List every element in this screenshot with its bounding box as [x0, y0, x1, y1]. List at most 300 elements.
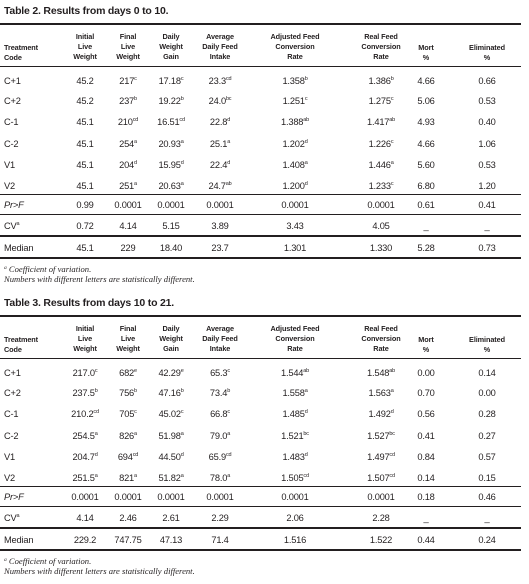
- cell-value: 23.3: [208, 76, 226, 86]
- cell-value: 2.06: [286, 513, 304, 523]
- cell-superscript: ab: [225, 181, 232, 187]
- cell-mort: [396, 492, 456, 502]
- cell-superscript: ab: [303, 368, 309, 374]
- cell-superscript: a: [16, 513, 20, 519]
- cell-superscript: e: [134, 368, 137, 374]
- cell-superscript: d: [304, 181, 308, 187]
- cell-value: 0.0001: [114, 200, 142, 210]
- cell-superscript: cd: [132, 452, 139, 458]
- cell-value: 4.66: [417, 76, 435, 86]
- cell-value: 71.4: [211, 535, 229, 545]
- cell-code: [4, 431, 18, 441]
- header-initial-live-weight: Initial Live Weight: [73, 32, 97, 61]
- cell-value: 682: [119, 368, 135, 378]
- cell-value: 0.14: [417, 473, 435, 483]
- cell-superscript: ab: [389, 368, 395, 374]
- cell-value: 204: [119, 160, 135, 170]
- cell-superscript: bc: [225, 96, 232, 102]
- cell-elim: [457, 513, 517, 523]
- cell-value: 0.57: [478, 452, 496, 462]
- cell-value: 0.53: [478, 96, 496, 106]
- cell-value: 251.5: [72, 473, 95, 483]
- cell-value: 1.485: [282, 409, 305, 419]
- cell-superscript: cd: [225, 76, 232, 82]
- cell-value: 42.29: [158, 368, 181, 378]
- cell-superscript: cd: [179, 117, 185, 123]
- header-daily-weight-gain: Daily Weight Gain: [159, 32, 183, 61]
- cell-value: 5.06: [417, 96, 435, 106]
- table-bottom-rule: [0, 257, 521, 259]
- cell-value: 756: [119, 388, 135, 398]
- cell-value: 1.408: [282, 160, 305, 170]
- cell-code: [4, 388, 21, 398]
- cell-adfi: [190, 535, 250, 545]
- cell-value: 20.93: [158, 139, 181, 149]
- cell-value: 23.7: [211, 243, 229, 253]
- header-treatment-code: Treatment Code: [4, 335, 38, 354]
- cell-value: 1.251: [282, 96, 305, 106]
- cell-adfi: [190, 117, 250, 127]
- cell-value: 204.7: [72, 452, 95, 462]
- cell-superscript: c: [390, 96, 394, 102]
- cell-value: 4.14: [76, 513, 94, 523]
- table-top-rule: [0, 23, 521, 25]
- cell-superscript: ab: [389, 117, 395, 123]
- cell-superscript: a: [134, 431, 137, 437]
- cell-value: 45.1: [76, 160, 94, 170]
- cell-mort: [396, 452, 456, 462]
- cell-value: 1.516: [283, 535, 307, 545]
- cell-value: 1.507: [367, 473, 390, 483]
- cell-value: 4.93: [417, 117, 435, 127]
- cell-afcr: [265, 117, 325, 127]
- cell-value: 0.0001: [206, 200, 234, 210]
- cell-value: C-2: [4, 139, 19, 149]
- cell-value: 0.0001: [281, 200, 309, 210]
- cell-value: Pr>F: [4, 492, 24, 502]
- cell-elim: [457, 431, 517, 441]
- header-eliminated: Eliminated %: [469, 43, 505, 62]
- cell-superscript: d: [134, 160, 137, 166]
- cell-value: 5.15: [162, 221, 180, 231]
- cell-elim: [457, 117, 517, 127]
- cell-superscript: c: [390, 139, 394, 145]
- cell-superscript: d: [227, 160, 231, 166]
- cell-mort: [396, 160, 456, 170]
- cell-elim: [457, 96, 517, 106]
- cell-superscript: c: [134, 409, 137, 415]
- cell-superscript: cd: [389, 452, 395, 458]
- cell-adfi: [190, 139, 250, 149]
- cell-afcr: [265, 76, 325, 86]
- cell-value: 44.50: [158, 452, 181, 462]
- cell-superscript: b: [180, 388, 184, 394]
- cell-elim: [457, 243, 517, 253]
- cell-value: 1.358: [282, 76, 305, 86]
- cell-value: V1: [4, 452, 15, 462]
- header-treatment-code: Treatment Code: [4, 43, 38, 62]
- cell-afcr: [265, 388, 325, 398]
- cell-elim: [457, 200, 517, 210]
- cell-value: C+1: [4, 368, 21, 378]
- cell-superscript: a: [134, 139, 137, 145]
- cell-superscript: a: [227, 139, 231, 145]
- cell-value: 0.40: [478, 117, 496, 127]
- cell-superscript: a: [304, 160, 308, 166]
- cell-value: 45.1: [76, 181, 94, 191]
- cell-value: 2.28: [372, 513, 390, 523]
- cell-value: 237: [119, 96, 135, 106]
- header-bottom-rule: [0, 358, 521, 359]
- cell-superscript: a: [227, 473, 231, 479]
- cell-value: 0.0001: [206, 492, 234, 502]
- cell-value: 1.275: [368, 96, 391, 106]
- cell-value: 229: [120, 243, 136, 253]
- cell-value: 65.9: [208, 452, 226, 462]
- cell-elim: [457, 409, 517, 419]
- header-real-feed-conversion-rate: Real Feed Conversion Rate: [361, 32, 401, 61]
- header-final-live-weight: Final Live Weight: [116, 32, 140, 61]
- cell-value: 229.2: [73, 535, 97, 545]
- cell-superscript: b: [390, 76, 394, 82]
- cell-value: 1.417: [367, 117, 390, 127]
- header-eliminated: Eliminated %: [469, 335, 505, 354]
- cell-value: 0.84: [417, 452, 435, 462]
- cell-code: [4, 513, 19, 523]
- cell-afcr: [265, 452, 325, 462]
- cell-value: 0.46: [478, 492, 496, 502]
- cell-value: 0.28: [478, 409, 496, 419]
- rule-above-median: [0, 527, 521, 529]
- cell-value: 66.8: [210, 409, 228, 419]
- cell-elim: [457, 181, 517, 191]
- rule-above-median: [0, 235, 521, 237]
- cell-value: Median: [4, 535, 34, 545]
- cell-superscript: c: [94, 368, 98, 374]
- cell-adfi: [190, 96, 250, 106]
- cell-elim: [457, 368, 517, 378]
- cell-value: 0.00: [417, 368, 435, 378]
- cell-value: 45.1: [76, 243, 94, 253]
- cell-code: [4, 243, 33, 253]
- cell-superscript: c: [134, 76, 137, 82]
- cell-superscript: b: [304, 76, 308, 82]
- cell-value: 0.44: [417, 535, 435, 545]
- cell-value: 1.06: [478, 139, 496, 149]
- cell-superscript: c: [180, 409, 184, 415]
- cell-superscript: ab: [303, 117, 309, 123]
- cell-adfi: [190, 181, 250, 191]
- cell-elim: [457, 221, 517, 231]
- cell-superscript: c: [180, 76, 184, 82]
- cell-superscript: d: [304, 409, 308, 415]
- cell-adfi: [190, 492, 250, 502]
- cell-superscript: d: [180, 160, 184, 166]
- rule-above-prf: [0, 194, 521, 195]
- cell-value: 4.66: [417, 139, 435, 149]
- header-mort: Mort %: [418, 43, 434, 62]
- cell-value: 694: [117, 452, 133, 462]
- cell-superscript: b: [134, 96, 137, 102]
- cell-value: 1.563: [368, 388, 391, 398]
- header-mort: Mort %: [418, 335, 434, 354]
- cell-adfi: [190, 243, 250, 253]
- cell-superscript: e: [180, 368, 184, 374]
- cell-superscript: d: [304, 139, 308, 145]
- cell-mort: [396, 243, 456, 253]
- cell-superscript: d: [94, 452, 98, 458]
- cell-value: 237.5: [72, 388, 95, 398]
- cell-value: 17.18: [158, 76, 181, 86]
- cell-value: 25.1: [209, 139, 228, 149]
- cell-afcr: [265, 200, 325, 210]
- cell-value: 1.522: [369, 535, 393, 545]
- cell-value: Pr>F: [4, 200, 24, 210]
- header-initial-live-weight: Initial Live Weight: [73, 324, 97, 353]
- cell-mort: [396, 368, 456, 378]
- cell-code: [4, 139, 18, 149]
- cell-superscript: cd: [303, 473, 309, 479]
- table-3-title: Table 3. Results from days 10 to 21.: [4, 297, 175, 309]
- cell-value: 0.24: [478, 535, 496, 545]
- cell-value: 24.0: [208, 96, 226, 106]
- cell-value: C+2: [4, 96, 21, 106]
- cell-value: 1.446: [368, 160, 391, 170]
- cell-value: _: [423, 513, 429, 523]
- cell-afcr: [265, 535, 325, 545]
- cell-value: 1.386: [368, 76, 391, 86]
- cell-value: 0.14: [478, 368, 496, 378]
- cell-value: 0.41: [417, 431, 435, 441]
- cell-mort: [396, 96, 456, 106]
- cell-superscript: d: [390, 409, 394, 415]
- cell-code: [4, 492, 24, 502]
- cell-value: 0.0001: [157, 492, 185, 502]
- cell-superscript: c: [304, 96, 308, 102]
- cell-superscript: bc: [389, 431, 395, 437]
- cell-value: 5.60: [417, 160, 435, 170]
- cell-value: 4.14: [119, 221, 137, 231]
- header-adjusted-feed-conversion-rate: Adjusted Feed Conversion Rate: [270, 324, 320, 353]
- cell-afcr: [265, 96, 325, 106]
- cell-value: 1.521: [281, 431, 304, 441]
- cell-value: 0.73: [478, 243, 496, 253]
- cell-adfi: [190, 76, 250, 86]
- cell-afcr: [265, 492, 325, 502]
- header-adjusted-feed-conversion-rate: Adjusted Feed Conversion Rate: [270, 32, 320, 61]
- cell-value: C-1: [4, 117, 19, 127]
- cell-afcr: [265, 139, 325, 149]
- cell-value: 0.56: [417, 409, 435, 419]
- cell-value: 4.05: [372, 221, 390, 231]
- cell-code: [4, 117, 18, 127]
- cell-value: 47.16: [158, 388, 181, 398]
- cell-value: _: [484, 513, 490, 523]
- cell-value: 0.27: [478, 431, 496, 441]
- cell-value: V2: [4, 181, 15, 191]
- cell-adfi: [190, 473, 250, 483]
- cell-superscript: d: [227, 117, 231, 123]
- cell-value: 0.41: [478, 200, 496, 210]
- cell-value: 0.0001: [367, 200, 395, 210]
- footnote-cv: $^a$ Coefficient of variation.: [4, 556, 92, 566]
- cell-adfi: [190, 513, 250, 523]
- cell-mort: [396, 535, 456, 545]
- cell-afcr: [265, 409, 325, 419]
- cell-value: 5.28: [417, 243, 435, 253]
- cell-code: [4, 221, 19, 231]
- cell-superscript: cd: [132, 117, 139, 123]
- cell-value: 1.20: [478, 181, 496, 191]
- cell-value: 3.43: [286, 221, 304, 231]
- cell-superscript: a: [304, 388, 308, 394]
- cell-adfi: [190, 452, 250, 462]
- cell-value: 0.0001: [281, 492, 309, 502]
- cell-mort: [396, 76, 456, 86]
- cell-superscript: a: [94, 473, 98, 479]
- cell-value: 217: [119, 76, 135, 86]
- footnote-letters: Numbers with different letters are statistically different.: [4, 566, 195, 576]
- cell-value: 1.233: [368, 181, 391, 191]
- cell-value: C-1: [4, 409, 19, 419]
- cell-mort: [396, 200, 456, 210]
- cell-value: 826: [119, 431, 135, 441]
- cell-value: 45.2: [76, 76, 94, 86]
- cell-mort: [396, 388, 456, 398]
- cell-value: 0.99: [76, 200, 94, 210]
- cell-superscript: a: [390, 388, 394, 394]
- cell-mort: [396, 139, 456, 149]
- cell-superscript: a: [180, 431, 184, 437]
- cell-code: [4, 181, 15, 191]
- cell-superscript: b: [134, 388, 137, 394]
- table-bottom-rule: [0, 549, 521, 551]
- cell-afcr: [265, 431, 325, 441]
- cell-value: 16.51: [157, 117, 180, 127]
- header-real-feed-conversion-rate: Real Feed Conversion Rate: [361, 324, 401, 353]
- cell-value: 2.46: [119, 513, 137, 523]
- cell-afcr: [265, 473, 325, 483]
- header-final-live-weight: Final Live Weight: [116, 324, 140, 353]
- cell-value: 1.544: [281, 368, 304, 378]
- cell-value: 1.505: [281, 473, 304, 483]
- cell-value: 51.82: [158, 473, 181, 483]
- cell-superscript: b: [94, 388, 98, 394]
- cell-afcr: [265, 160, 325, 170]
- cell-value: 18.40: [159, 243, 183, 253]
- cell-mort: [396, 473, 456, 483]
- cell-code: [4, 76, 21, 86]
- cell-value: 0.0001: [114, 492, 142, 502]
- header-average-daily-feed-intake: Average Daily Feed Intake: [202, 324, 238, 353]
- cell-value: 19.22: [158, 96, 181, 106]
- cell-elim: [457, 76, 517, 86]
- cell-afcr: [265, 243, 325, 253]
- cell-value: 51.98: [158, 431, 181, 441]
- cell-superscript: c: [390, 181, 394, 187]
- cell-value: 0.0001: [367, 492, 395, 502]
- cell-adfi: [190, 368, 250, 378]
- cell-superscript: cd: [225, 452, 232, 458]
- cell-mort: [396, 431, 456, 441]
- cell-code: [4, 409, 18, 419]
- cell-value: 0.0001: [157, 200, 185, 210]
- cell-value: 45.1: [76, 117, 94, 127]
- cell-code: [4, 452, 15, 462]
- cell-value: 210.2: [71, 409, 94, 419]
- cell-elim: [457, 452, 517, 462]
- cell-value: 0.61: [417, 200, 435, 210]
- cell-mort: [396, 513, 456, 523]
- cell-value: 0.0001: [71, 492, 99, 502]
- cell-value: 705: [119, 409, 135, 419]
- cell-superscript: cd: [93, 409, 99, 415]
- cell-value: 1.492: [368, 409, 391, 419]
- cell-value: 0.18: [417, 492, 435, 502]
- cell-value: 821: [119, 473, 135, 483]
- cell-value: 65.3: [210, 368, 228, 378]
- cell-superscript: bc: [303, 431, 309, 437]
- cell-adfi: [190, 160, 250, 170]
- cell-superscript: b: [180, 96, 184, 102]
- cell-value: 747.75: [114, 535, 142, 545]
- cell-code: [4, 473, 15, 483]
- rule-above-prf: [0, 486, 521, 487]
- cell-value: 45.2: [76, 96, 94, 106]
- cell-superscript: a: [390, 160, 394, 166]
- cell-code: [4, 368, 21, 378]
- cell-value: 1.330: [369, 243, 393, 253]
- cell-value: 1.527: [367, 431, 390, 441]
- cell-value: 78.0: [209, 473, 228, 483]
- header-daily-weight-gain: Daily Weight Gain: [159, 324, 183, 353]
- cell-afcr: [265, 368, 325, 378]
- cell-mort: [396, 117, 456, 127]
- cell-afcr: [265, 513, 325, 523]
- cell-elim: [457, 139, 517, 149]
- cell-mort: [396, 409, 456, 419]
- cell-superscript: a: [134, 473, 137, 479]
- cell-afcr: [265, 221, 325, 231]
- cell-value: 2.29: [211, 513, 229, 523]
- cell-superscript: a: [227, 431, 231, 437]
- cell-value: 1.548: [367, 368, 390, 378]
- cell-value: 1.200: [282, 181, 305, 191]
- cell-value: 45.02: [158, 409, 181, 419]
- cell-value: 1.202: [282, 139, 305, 149]
- cell-value: 254.5: [72, 431, 95, 441]
- cell-value: 210: [117, 117, 133, 127]
- cell-adfi: [190, 388, 250, 398]
- cell-code: [4, 200, 24, 210]
- footnote-cv: $^a$ Coefficient of variation.: [4, 264, 92, 274]
- cell-superscript: d: [304, 452, 308, 458]
- cell-superscript: a: [134, 181, 137, 187]
- cell-value: 0.72: [76, 221, 94, 231]
- cell-value: V1: [4, 160, 15, 170]
- cell-superscript: a: [94, 431, 98, 437]
- cell-superscript: c: [227, 368, 230, 374]
- cell-value: 3.89: [211, 221, 229, 231]
- cell-superscript: a: [180, 473, 184, 479]
- cell-value: 73.4: [209, 388, 228, 398]
- cell-value: 0.15: [478, 473, 496, 483]
- cell-value: 0.66: [478, 76, 496, 86]
- cell-value: C+1: [4, 76, 21, 86]
- table-2-title: Table 2. Results from days 0 to 10.: [4, 5, 169, 17]
- cell-value: V2: [4, 473, 15, 483]
- cell-value: C-2: [4, 431, 19, 441]
